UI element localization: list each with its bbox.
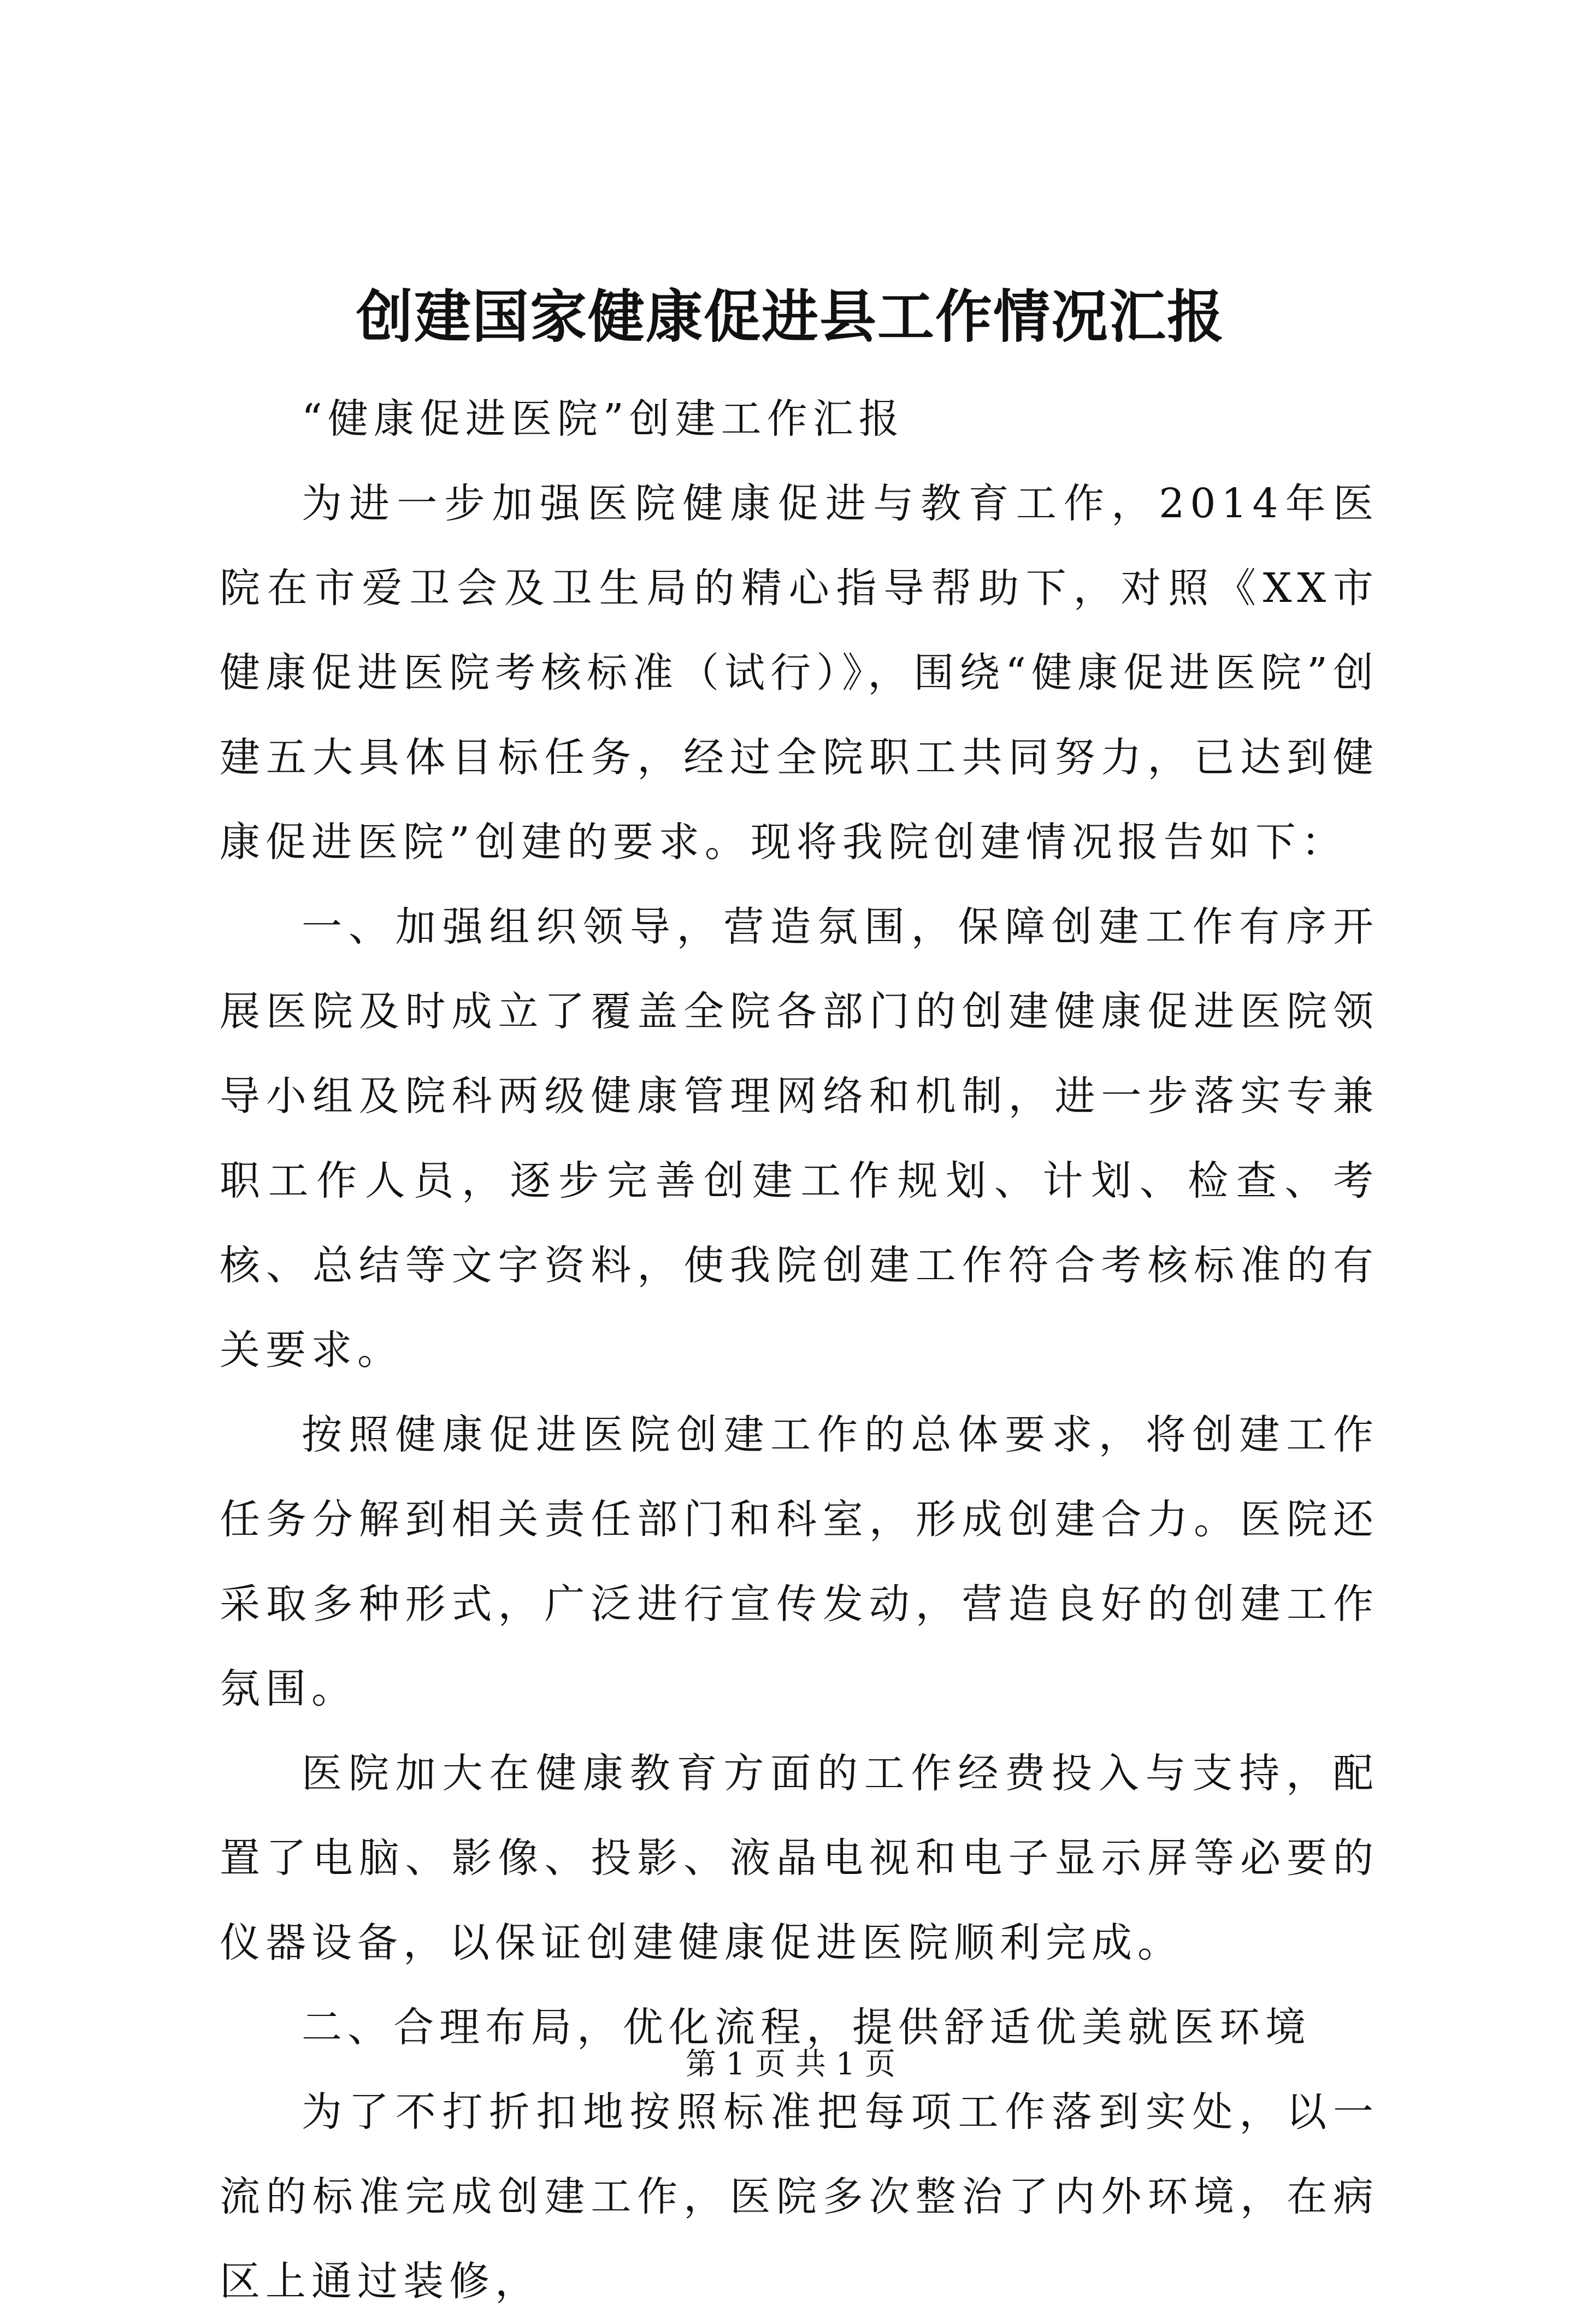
document-title: 创建国家健康促进县工作情况汇报	[356, 283, 1225, 350]
subtitle-paragraph: “健康促进医院”创建工作汇报	[302, 395, 905, 442]
page-number-footer: 第 1 页 共 1 页	[685, 2047, 896, 2082]
body-paragraph: 为了不打折扣地按照标准把每项工作落到实处，以一流的标准完成创建工作，医院多次整治了内外环境，在病区上通过装修，	[220, 2089, 1379, 2305]
body-paragraph: 医院加大在健康教育方面的工作经费投入与支持，配置了电脑、影像、投影、液晶电视和电子显示屏等必要的仪器设备，以保证创建健康促进医院顺利完成。	[220, 1750, 1379, 1966]
section-one-paragraph: 一、加强组织领导，营造氛围，保障创建工作有序开展医院及时成立了覆盖全院各部门的创建健康促进医院领导小组及院科两级健康管理网络和机制，进一步落实专兼职工作人员，逐步完善创建工作规划、计划、检查、考核、总结等文字资料，使我院创建工作符合考核标准的有关要求。	[220, 903, 1379, 1374]
section-two-heading: 二、合理布局，优化流程，提供舒适优美就医环境	[302, 2004, 1311, 2051]
body-paragraph: 按照健康促进医院创建工作的总体要求，将创建工作任务分解到相关责任部门和科室，形成创建合力。医院还采取多种形式，广泛进行宣传发动，营造良好的创建工作氛围。	[220, 1411, 1379, 1712]
document-body	[220, 377, 1379, 2324]
body-paragraph: 为进一步加强医院健康促进与教育工作，2014年医院在市爱卫会及卫生局的精心指导帮助下，对照《XX市健康促进医院考核标准（试行）》，围绕“健康促进医院”创建五大具体目标任务，经过全院职工共同努力，已达到健康促进医院”创建的要求。现将我院创建情况报告如下：	[220, 480, 1379, 866]
